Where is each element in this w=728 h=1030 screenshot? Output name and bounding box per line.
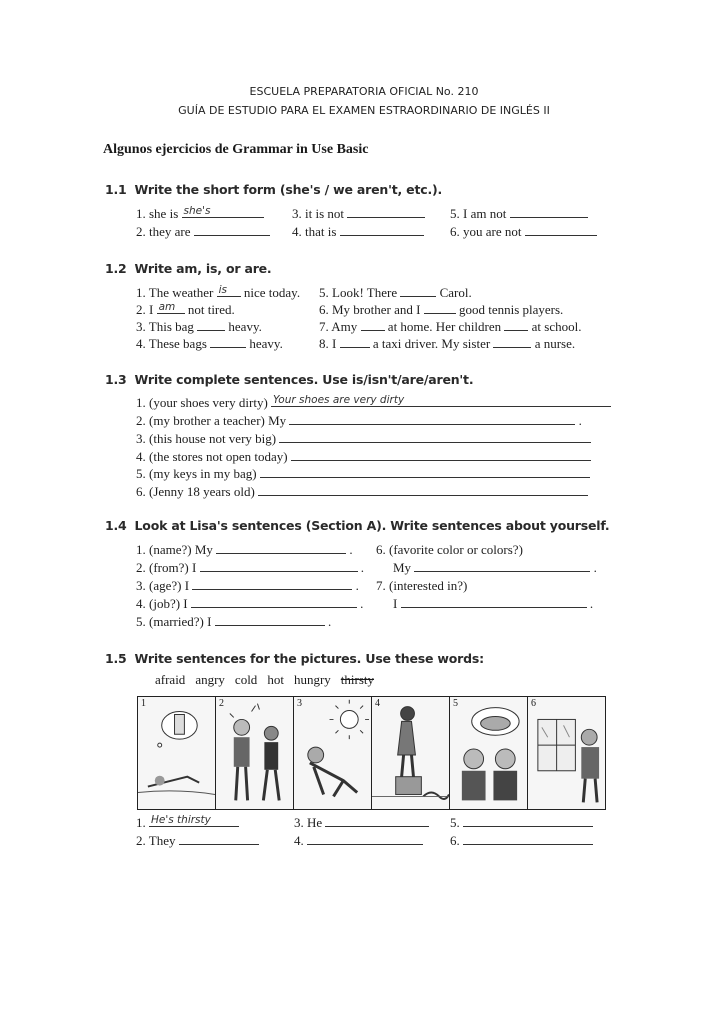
answer-blank[interactable] (504, 319, 528, 331)
picture-strip (137, 696, 606, 810)
answer-blank[interactable] (289, 413, 575, 425)
answer-blank[interactable] (347, 206, 425, 218)
ex15-item-4: 4. (294, 833, 423, 849)
handwritten-answer: Your shoes are very dirty (273, 394, 405, 406)
answer-blank[interactable] (260, 466, 590, 478)
school-name: ESCUELA PREPARATORIA OFICIAL No. 210 (249, 85, 479, 98)
answer-blank[interactable] (414, 560, 590, 572)
ex13-item-1: 1. (your shoes very dirty) Your shoes are very dirty (136, 395, 611, 411)
ex13-item-4: 4. (the stores not open today) (136, 449, 591, 465)
ex12-item-1: 1. The weather is nice today. (136, 284, 301, 300)
ex15-item-6: 6. (450, 833, 593, 849)
ex12-item-7: 7. Amy at home. Her children at school. (319, 319, 582, 334)
answer-blank[interactable] (182, 206, 264, 218)
word-angry: angry (195, 672, 225, 687)
answer-blank[interactable] (149, 815, 239, 827)
thirsty-man-desert-illustration (138, 697, 215, 809)
ex14-item-1: 1. (name?) My . (136, 542, 353, 557)
picture-2: 2 (216, 697, 294, 809)
ex11-item-4: 4. that is (292, 224, 424, 240)
angry-couple-illustration (216, 697, 293, 809)
ex12-item-8: 8. I a taxi driver. My sister a nurse. (319, 336, 576, 351)
answer-blank[interactable] (525, 224, 597, 236)
ex14-item-6: 6. (favorite color or colors?) (376, 542, 523, 557)
word-bank (155, 672, 384, 688)
ex11-item-2: 2. they are (136, 224, 270, 240)
answer-blank[interactable] (216, 542, 346, 554)
exercise-1-5-title: 1.5 Write sentences for the pictures. Use these words: (105, 651, 484, 666)
ex11-item-3: 3. it is not (292, 206, 425, 222)
ex12-item-6: 6. My brother and I good tennis players. (319, 302, 564, 317)
exercise-1-3-title: 1.3 Write complete sentences. Use is/isn't/are/aren't. (105, 372, 474, 387)
ex11-item-5: 5. I am not (450, 206, 588, 222)
handwritten-answer: she's (183, 205, 211, 217)
afraid-woman-snake-illustration (372, 697, 449, 809)
answer-blank[interactable] (217, 285, 241, 297)
guide-title: GUÍA DE ESTUDIO PARA EL EXAMEN ESTRAORDINARIO DE INGLÉS II (178, 104, 550, 117)
handwritten-answer: He's thirsty (151, 814, 211, 826)
word-thirsty-crossed: thirsty (340, 672, 375, 687)
exercise-1-2-title: 1.2 Write am, is, or are. (105, 261, 272, 276)
exercise-1-1-title: 1.1 Write the short form (she's / we aren't, etc.). (105, 182, 443, 197)
answer-blank[interactable] (192, 578, 352, 590)
ex13-item-6: 6. (Jenny 18 years old) (136, 484, 588, 500)
ex12-item-4: 4. These bags heavy. (136, 336, 283, 351)
answer-blank[interactable] (463, 815, 593, 827)
picture-6: 6 (528, 697, 605, 809)
ex15-item-2: 2. They (136, 833, 259, 849)
answer-blank[interactable] (361, 319, 385, 331)
ex13-item-3: 3. (this house not very big) (136, 431, 591, 447)
answer-blank[interactable] (191, 596, 357, 608)
ex13-item-2: 2. (my brother a teacher) My . (136, 413, 582, 428)
answer-blank[interactable] (271, 395, 611, 407)
answer-blank[interactable] (340, 224, 424, 236)
ex15-item-1: 1. He's thirsty (136, 815, 239, 831)
answer-blank[interactable] (215, 614, 325, 626)
answer-blank[interactable] (400, 285, 436, 297)
ex12-item-2: 2. I am not tired. (136, 301, 235, 317)
ex12-item-3: 3. This bag heavy. (136, 319, 262, 334)
exercise-1-4-title: 1.4 Look at Lisa's sentences (Section A). Write sentences about yourself. (105, 518, 610, 533)
word-hungry: hungry (293, 672, 331, 687)
ex14-item-5: 5. (married?) I . (136, 614, 332, 629)
answer-blank[interactable] (307, 833, 423, 845)
ex11-item-6: 6. you are not (450, 224, 597, 240)
ex13-item-5: 5. (my keys in my bag) (136, 466, 590, 482)
ex15-item-3: 3. He (294, 815, 429, 831)
answer-blank[interactable] (325, 815, 429, 827)
ex14-item-7-answer: I . (393, 596, 594, 611)
picture-4: 4 (372, 697, 450, 809)
answer-blank[interactable] (493, 336, 531, 348)
picture-3: 3 (294, 697, 372, 809)
handwritten-answer: is (218, 284, 228, 296)
answer-blank[interactable] (157, 302, 185, 314)
ex14-item-2: 2. (from?) I . (136, 560, 365, 575)
ex11-item-1: 1. she is she's (136, 206, 264, 222)
picture-5: 5 (450, 697, 528, 809)
answer-blank[interactable] (340, 336, 370, 348)
word-afraid: afraid (155, 672, 186, 687)
answer-blank[interactable] (200, 560, 358, 572)
hot-man-sun-illustration (294, 697, 371, 809)
word-hot: hot (267, 672, 284, 687)
hungry-men-food-illustration (450, 697, 527, 809)
word-cold: cold (234, 672, 258, 687)
answer-blank[interactable] (197, 319, 225, 331)
answer-blank[interactable] (258, 484, 588, 496)
ex14-item-3: 3. (age?) I . (136, 578, 359, 593)
answer-blank[interactable] (510, 206, 588, 218)
ex15-item-5: 5. (450, 815, 593, 831)
cold-man-window-illustration (528, 697, 605, 809)
picture-1: 1 (138, 697, 216, 809)
answer-blank[interactable] (279, 431, 591, 443)
answer-blank[interactable] (463, 833, 593, 845)
answer-blank[interactable] (424, 302, 456, 314)
handwritten-answer: am (158, 301, 176, 313)
answer-blank[interactable] (194, 224, 270, 236)
ex14-item-4: 4. (job?) I . (136, 596, 364, 611)
intro-heading: Algunos ejercicios de Grammar in Use Basic (103, 142, 369, 157)
ex14-item-6-answer: My . (393, 560, 597, 575)
answer-blank[interactable] (291, 449, 591, 461)
answer-blank[interactable] (401, 596, 587, 608)
ex14-item-7: 7. (interested in?) (376, 578, 468, 593)
ex12-item-5: 5. Look! There Carol. (319, 285, 472, 300)
answer-blank[interactable] (210, 336, 246, 348)
answer-blank[interactable] (179, 833, 259, 845)
